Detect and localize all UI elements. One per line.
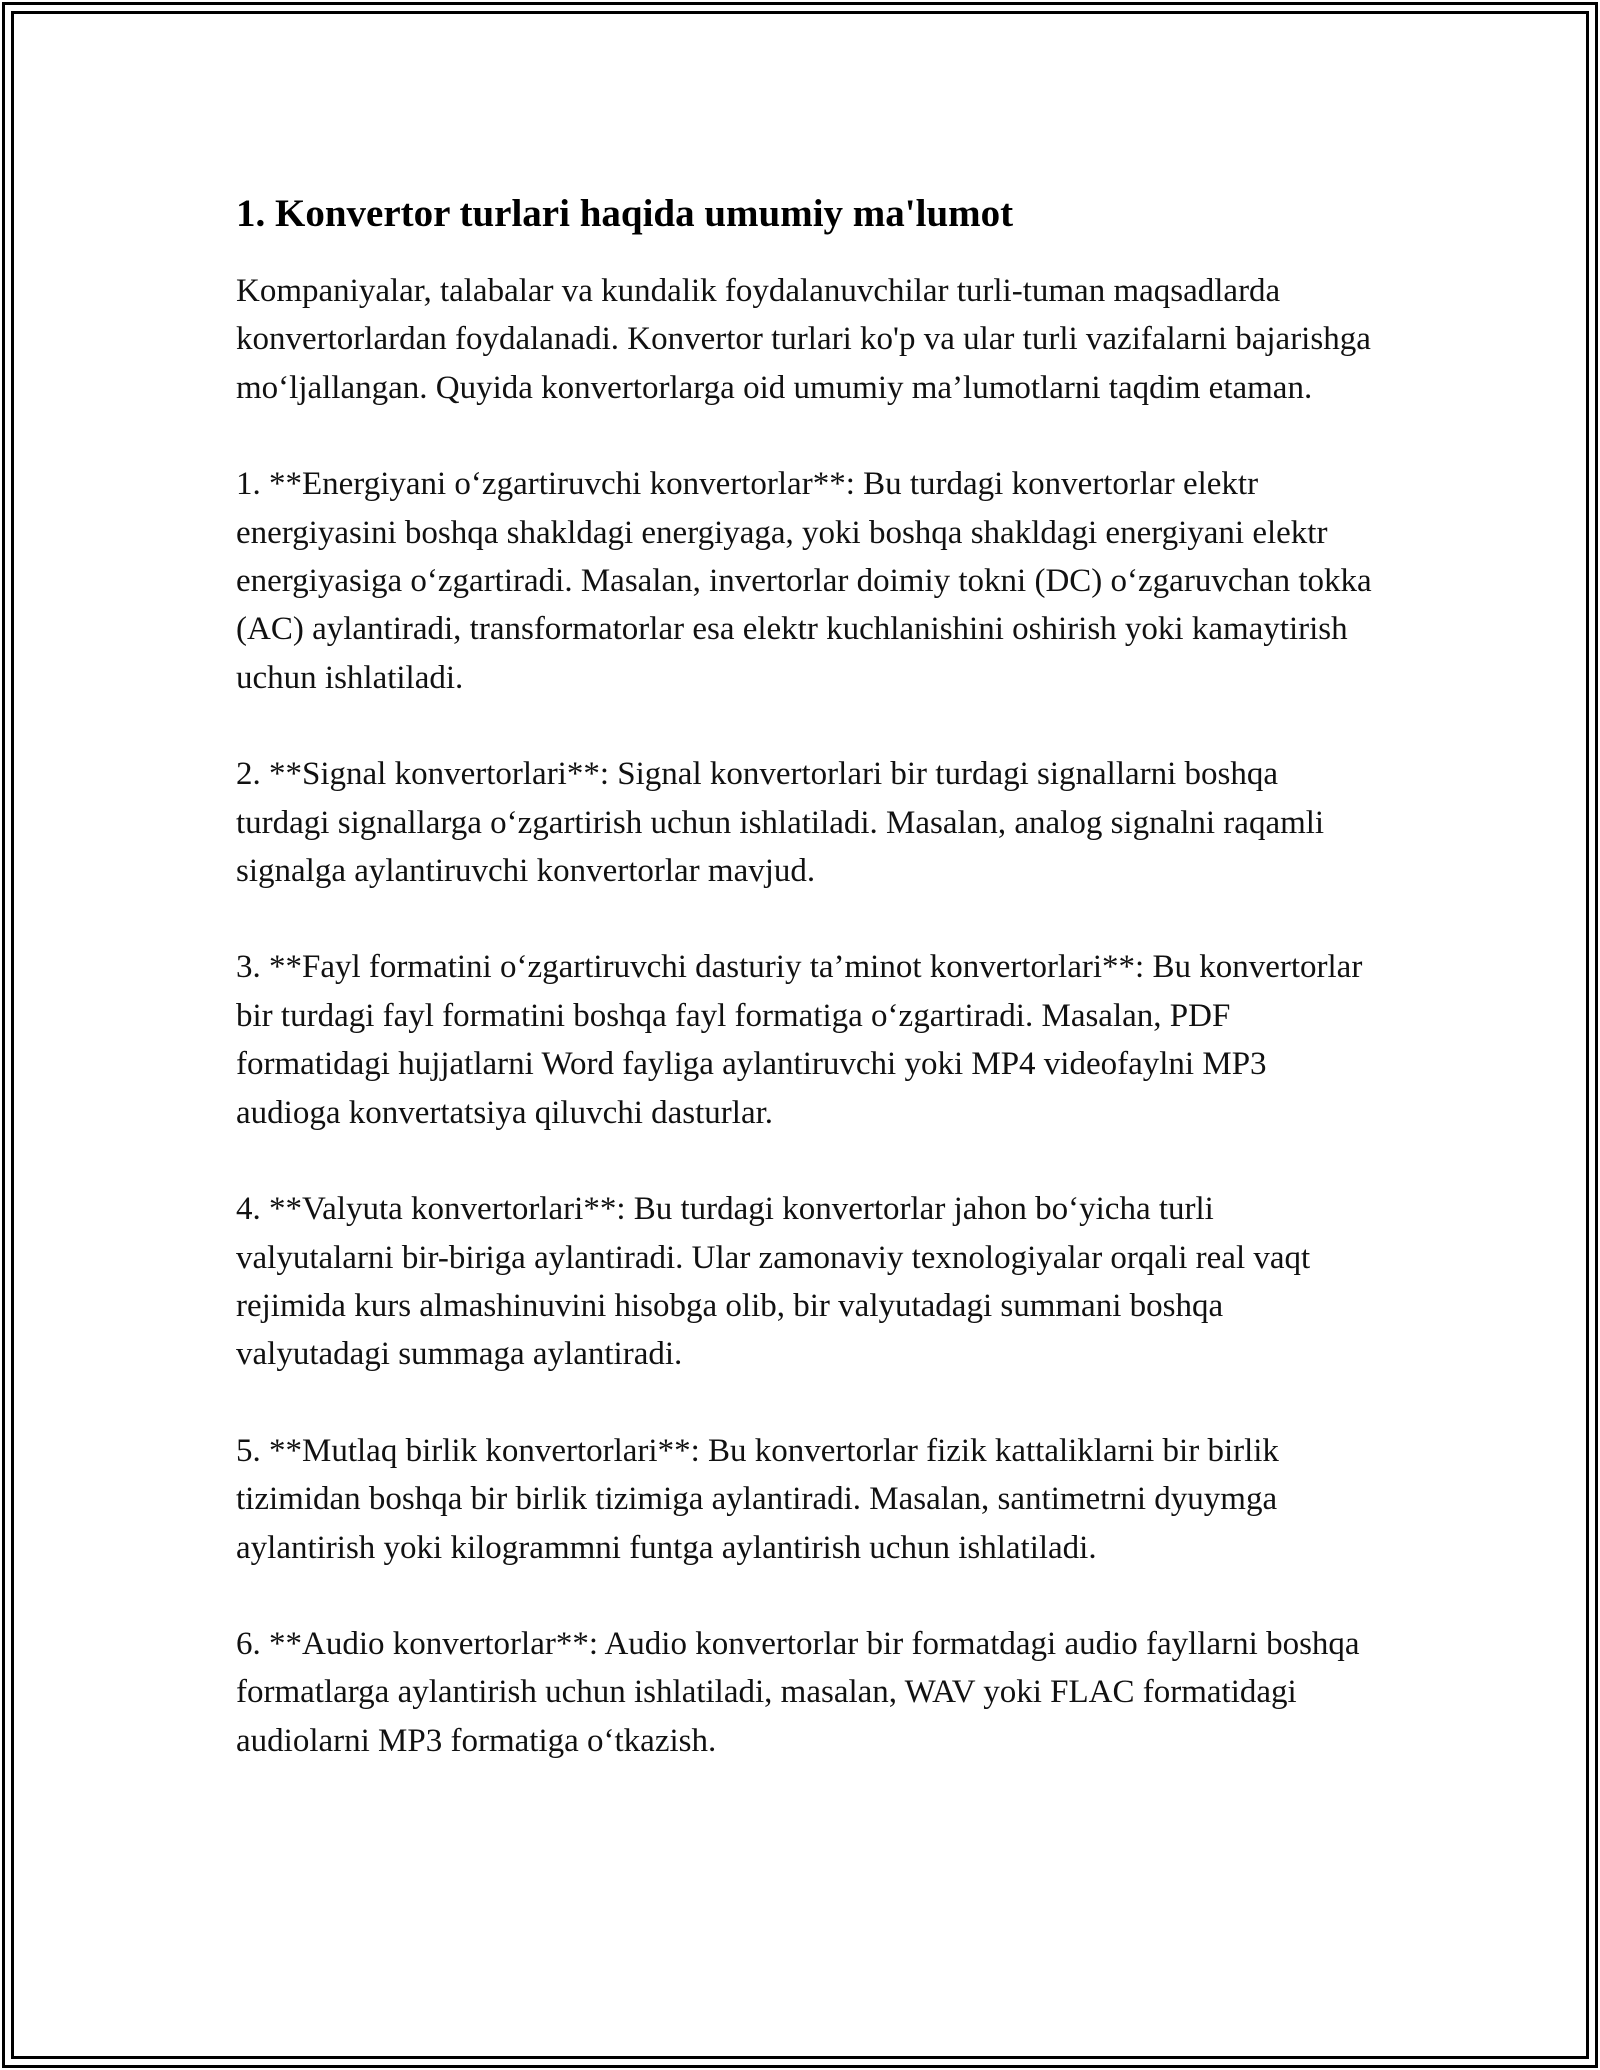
list-item-file-format-converters: 3. **Fayl formatini o‘zgartiruvchi dasturiy ta’minot konvertorlari**: Bu konvertorlar bir turdagi fayl formatini boshqa fayl formatiga o‘zgartiradi. Masalan, PDF formatidagi hujjatlarni Word fayliga aylantiruvchi yoki MP4 videofaylni MP3 audioga konvertatsiya qiluvchi dasturlar. xyxy=(236,949,1363,1131)
list-item-energy-converters: 1. **Energiyani o‘zgartiruvchi konvertorlar**: Bu turdagi konvertorlar elektr energiyasini boshqa shakldagi energiyaga, yoki boshqa shakldagi energiyani elektr energiyasiga o‘zgartiradi. Masalan, invertorlar doimiy tokni (DC) o‘zgaruvchan tokka (AC) aylantiradi, transformatorlar esa elektr kuchlanishini oshirish yoki kamaytirish uchun ishlatiladi. xyxy=(236,466,1372,696)
list-item-signal-converters: 2. **Signal konvertorlari**: Signal konvertorlari bir turdagi signallarni boshqa turdagi signallarga o‘zgartirish uchun ishlatiladi. Masalan, analog signalni raqamli signalga aylantiruvchi konvertorlar mavjud. xyxy=(236,756,1325,890)
document-title: 1. Konvertor turlari haqida umumiy ma'lumot xyxy=(236,192,1014,235)
intro-paragraph: Kompaniyalar, talabalar va kundalik foydalanuvchilar turli-tuman maqsadlarda konvertorlardan foydalanadi. Konvertor turlari ko'p va ular turli vazifalarni bajarishga mo‘ljallangan. Quyida konvertorlarga oid umumiy ma’lumotlarni taqdim etaman. xyxy=(236,273,1371,406)
document-body xyxy=(236,185,1376,1813)
list-item-unit-converters: 5. **Mutlaq birlik konvertorlari**: Bu konvertorlar fizik kattaliklarni bir birlik tizimidan boshqa bir birlik tizimiga aylantiradi. Masalan, santimetrni dyuymga aylantirish yoki kilogrammni funtga aylantirish uchun ishlatiladi. xyxy=(236,1432,1279,1566)
list-item-currency-converters: 4. **Valyuta konvertorlari**: Bu turdagi konvertorlar jahon bo‘yicha turli valyutalarni bir-biriga aylantiradi. Ular zamonaviy texnologiyalar orqali real vaqt rejimida kurs almashinuvini hisobga olib, bir valyutadagi summani boshqa valyutadagi summaga aylantiradi. xyxy=(236,1191,1311,1373)
list-item-audio-converters: 6. **Audio konvertorlar**: Audio konvertorlar bir formatdagi audio fayllarni boshqa formatlarga aylantirish uchun ishlatiladi, masalan, WAV yoki FLAC formatidagi audiolarni MP3 formatiga o‘tkazish. xyxy=(236,1625,1360,1759)
